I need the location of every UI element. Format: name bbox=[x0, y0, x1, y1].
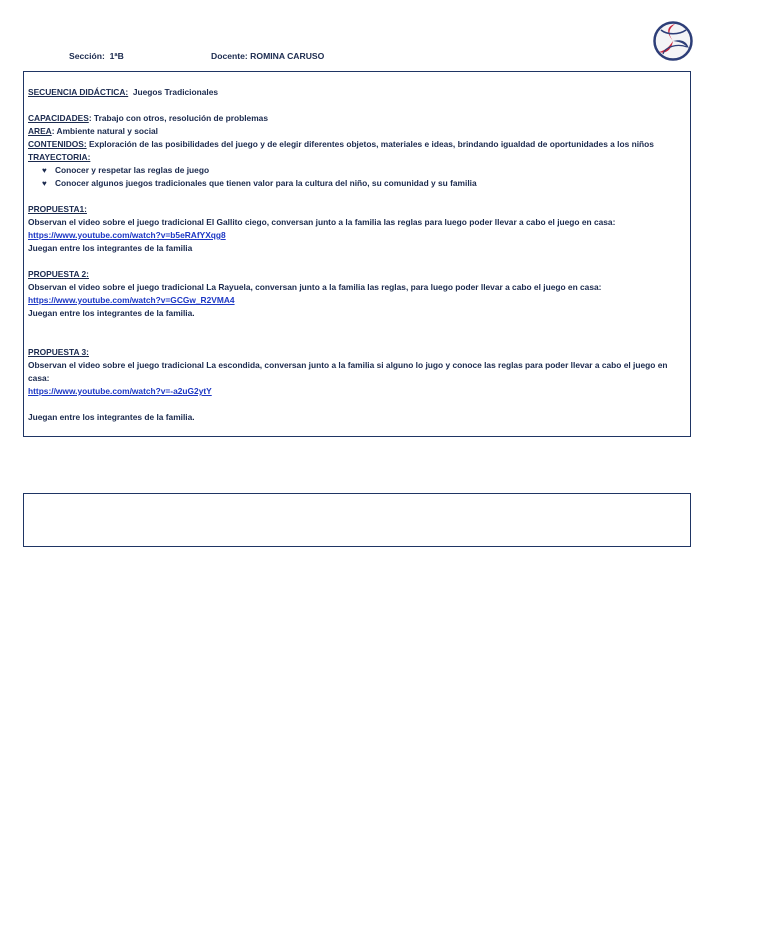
sequence-content-box bbox=[23, 71, 691, 437]
area-text: : Ambiente natural y social bbox=[51, 126, 158, 136]
capacidades-label: CAPACIDADES bbox=[28, 113, 89, 123]
proposal-1-text: Observan el video sobre el juego tradicional El Gallito ciego, conversan junto a la familia las reglas para luego poder llevar a cabo el juego en casa: bbox=[28, 217, 616, 227]
trayectoria-item bbox=[28, 164, 686, 177]
proposal-3-closing: Juegan entre los integrantes de la familia. bbox=[28, 412, 195, 422]
teacher-name: ROMINA CARUSO bbox=[250, 51, 325, 61]
section-info bbox=[69, 51, 124, 61]
proposal-3-text: Observan el video sobre el juego tradicional La escondida, conversan junto a la familia si alguno lo jugo y conoce las reglas para poder llevar a cabo el juego en casa: bbox=[28, 360, 668, 383]
empty-notes-box bbox=[23, 493, 691, 547]
sequence-heading bbox=[28, 86, 686, 99]
proposal-1-title: PROPUESTA1: bbox=[28, 204, 87, 214]
sequence-title: Juegos Tradicionales bbox=[132, 87, 219, 97]
teacher-info bbox=[211, 51, 324, 61]
trayectoria-item bbox=[28, 177, 686, 190]
trayectoria-item-text: Conocer y respetar las reglas de juego bbox=[55, 165, 210, 175]
area-line bbox=[28, 125, 686, 138]
trayectoria-label: TRAYECTORIA: bbox=[28, 152, 91, 162]
capacidades-line bbox=[28, 112, 686, 125]
area-label: AREA bbox=[28, 126, 52, 136]
trayectoria-line bbox=[28, 151, 686, 164]
contenidos-line bbox=[28, 138, 686, 151]
proposal-1-video-link[interactable]: https://www.youtube.com/watch?v=b5eRAfYXqg8 bbox=[28, 230, 226, 240]
trayectoria-item-text: Conocer algunos juegos tradicionales que tienen valor para la cultura del niño, su comunidad y su familia bbox=[55, 178, 477, 188]
proposal-2-title: PROPUESTA 2: bbox=[28, 269, 89, 279]
capacidades-text: : Trabajo con otros, resolución de problemas bbox=[88, 113, 268, 123]
proposal-2-video-link[interactable]: https://www.youtube.com/watch?v=GCGw_R2VMA4 bbox=[28, 295, 235, 305]
proposal-3-title: PROPUESTA 3: bbox=[28, 347, 89, 357]
proposal-2-text: Observan el video sobre el juego tradicional La Rayuela, conversan junto a la familia las reglas, para luego poder llevar a cabo el juego en casa: bbox=[28, 282, 602, 292]
proposal-2-closing: Juegan entre los integrantes de la familia. bbox=[28, 308, 195, 318]
sequence-label: SECUENCIA DIDÁCTICA: bbox=[28, 87, 129, 97]
heart-bullet-icon: ♥ bbox=[42, 179, 47, 188]
section-label: Sección: bbox=[69, 51, 105, 61]
heart-bullet-icon: ♥ bbox=[42, 166, 47, 175]
proposal-3-video-link[interactable]: https://www.youtube.com/watch?v=-a2uG2ytY bbox=[28, 386, 212, 396]
volleyball-logo-icon bbox=[653, 21, 693, 61]
contenidos-label: CONTENIDOS: bbox=[28, 139, 87, 149]
contenidos-text: Exploración de las posibilidades del juego y de elegir diferentes objetos, materiales e ideas, brindando igualdad de oportunidades a los niños bbox=[86, 139, 654, 149]
section-value: 1ªB bbox=[109, 51, 124, 61]
teacher-label: Docente: bbox=[211, 51, 248, 61]
proposal-1-closing: Juegan entre los integrantes de la familia bbox=[28, 243, 193, 253]
